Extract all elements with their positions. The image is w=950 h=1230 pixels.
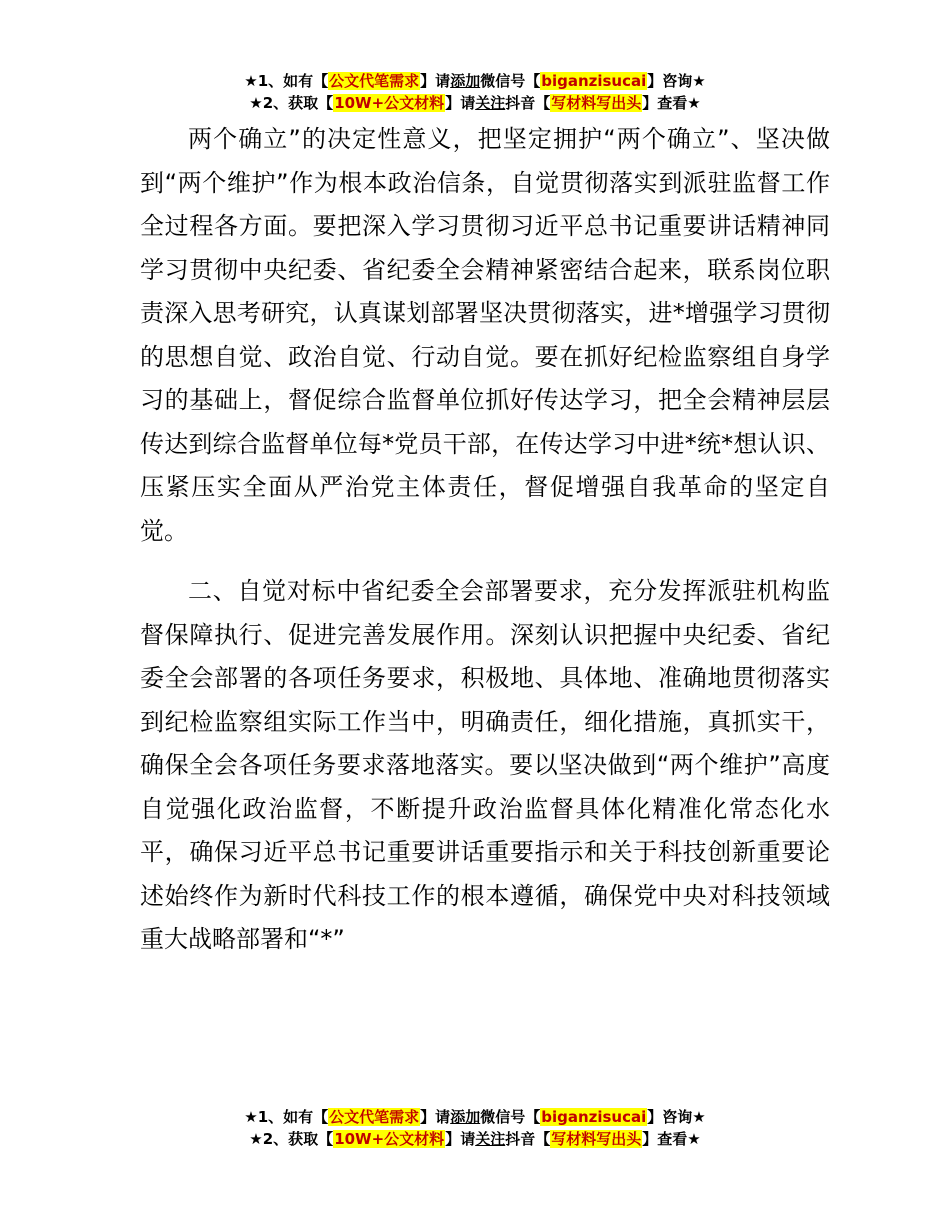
header-line-2-highlight-materials: 10W+公文材料 xyxy=(334,94,445,112)
header-line-1 xyxy=(0,70,950,92)
header-line-2-prefix: ★2、获取【 xyxy=(249,94,334,112)
footer-banner xyxy=(0,1106,950,1150)
footer-line-1-highlight-service: 公文代笔需求 xyxy=(329,1108,420,1126)
header-line-2 xyxy=(0,92,950,114)
footer-line-2-mid2: 抖音【 xyxy=(505,1130,551,1148)
footer-line-2-prefix: ★2、获取【 xyxy=(249,1130,334,1148)
header-line-1-highlight-service: 公文代笔需求 xyxy=(329,72,420,90)
header-line-2-suffix: 】查看★ xyxy=(642,94,701,112)
footer-line-1-suffix: 】咨询★ xyxy=(647,1108,706,1126)
footer-line-2-suffix: 】查看★ xyxy=(642,1130,701,1148)
footer-line-2-highlight-materials: 10W+公文材料 xyxy=(334,1130,445,1148)
footer-line-2-underlined: 关注 xyxy=(475,1130,506,1148)
footer-line-2-mid: 】请 xyxy=(445,1130,476,1148)
body-paragraph-2: 二、自觉对标中省纪委全会部署要求，充分发挥派驻机构监督保障执行、促进完善发展作用。深刻认识把握中央纪委、省纪委全会部署的各项任务要求，积极地、具体地、准确地贯彻落实到纪检监察组实际工作当中，明确责任，细化措施，真抓实干，确保全会各项任务要求落地落实。要以坚决做到“两个维护”高度自觉强化政治监督，不断提升政治监督具体化精准化常态化水平，确保习近平总书记重要讲话重要指示和关于科技创新重要论述始终作为新时代科技工作的根本遵循，确保党中央对科技领域重大战略部署和“*” xyxy=(140,577,830,953)
header-line-1-mid2: 微信号【 xyxy=(480,72,541,90)
header-line-1-mid: 】请 xyxy=(420,72,451,90)
footer-line-1 xyxy=(0,1106,950,1128)
document-body xyxy=(140,118,830,962)
body-paragraph-1: 两个确立”的决定性意义，把坚定拥护“两个确立”、坚决做到“两个维护”作为根本政治信条，自觉贯彻落实到派驻监督工作全过程各方面。要把深入学习贯彻习近平总书记重要讲话精神同学习贯彻中央纪委、省纪委全会精神紧密结合起来，联系岗位职责深入思考研究，认真谋划部署坚决贯彻落实，进*增强学习贯彻的思想自觉、政治自觉、行动自觉。要在抓好纪检监察组自身学习的基础上，督促综合监督单位抓好传达学习，把全会精神层层传达到综合监督单位每*党员干部，在传达学习中进*统*想认识、压紧压实全面从严治党主体责任，督促增强自我革命的坚定自觉。 xyxy=(140,125,830,545)
header-line-1-suffix: 】咨询★ xyxy=(647,72,706,90)
header-line-2-underlined: 关注 xyxy=(475,94,506,112)
footer-line-2 xyxy=(0,1128,950,1150)
footer-line-2-highlight-douyin: 写材料写出头 xyxy=(551,1130,642,1148)
header-banner xyxy=(0,70,950,114)
header-line-1-prefix: ★1、如有【 xyxy=(244,72,329,90)
footer-line-1-prefix: ★1、如有【 xyxy=(244,1108,329,1126)
header-line-2-mid2: 抖音【 xyxy=(505,94,551,112)
footer-line-1-mid: 】请 xyxy=(420,1108,451,1126)
footer-line-1-mid2: 微信号【 xyxy=(480,1108,541,1126)
header-line-2-highlight-douyin: 写材料写出头 xyxy=(551,94,642,112)
footer-line-1-highlight-wechat: biganzisucai xyxy=(541,1108,647,1126)
header-line-2-mid: 】请 xyxy=(445,94,476,112)
header-line-1-highlight-wechat: biganzisucai xyxy=(541,72,647,90)
header-line-1-underlined: 添加 xyxy=(450,72,481,90)
footer-line-1-underlined: 添加 xyxy=(450,1108,481,1126)
